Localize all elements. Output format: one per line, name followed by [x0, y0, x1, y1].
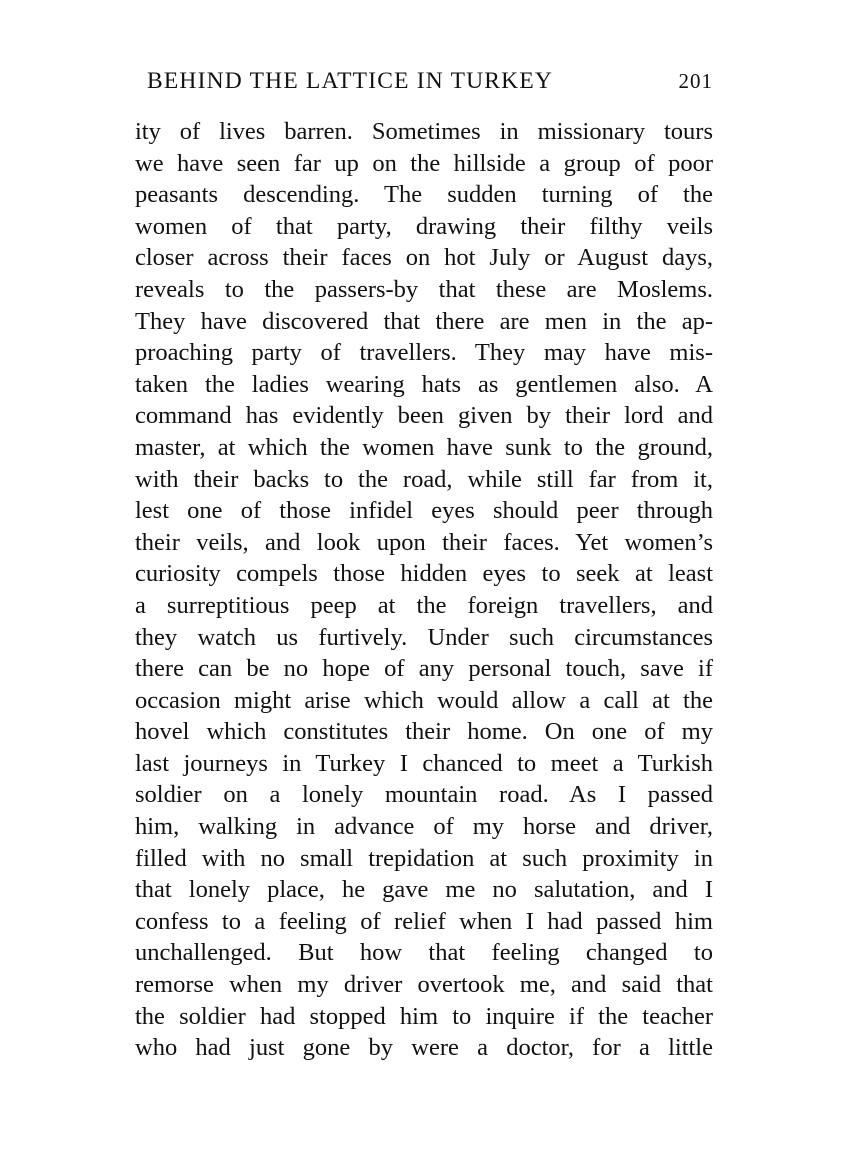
text-line: reveals to the passers-by that these are Moslems. [135, 275, 713, 303]
page-number: 201 [678, 69, 713, 93]
text-line: closer across their faces on hot July or August days, [135, 244, 713, 272]
text-line: the soldier had stopped him to inquire if the teacher [135, 1002, 713, 1030]
text-line: soldier on a lonely mountain road. As I passed [135, 781, 713, 809]
text-line: that lonely place, he gave me no salutation, and I [135, 876, 713, 904]
text-line: women of that party, drawing their filthy veils [135, 212, 713, 240]
text-line: confess to a feeling of relief when I had passed him [135, 907, 713, 935]
text-line: peasants descending. The sudden turning of the [135, 181, 713, 209]
text-line: hovel which constitutes their home. On one of my [135, 718, 713, 746]
text-line: there can be no hope of any personal touch, save if [135, 655, 713, 683]
text-line: him, walking in advance of my horse and driver, [135, 813, 713, 841]
text-line: filled with no small trepidation at such proximity in [135, 844, 713, 872]
text-line: remorse when my driver overtook me, and said that [135, 971, 713, 999]
text-line: proaching party of travellers. They may have mis- [135, 339, 713, 367]
text-line: who had just gone by were a doctor, for a little [135, 1034, 713, 1062]
text-line: occasion might arise which would allow a call at the [135, 686, 713, 714]
text-line: They have discovered that there are men in the ap- [135, 307, 713, 335]
running-head [135, 64, 713, 98]
text-line: ity of lives barren. Sometimes in missionary tours [135, 118, 713, 145]
text-line: unchallenged. But how that feeling changed to [135, 939, 713, 967]
text-line: we have seen far up on the hillside a group of poor [135, 149, 713, 177]
text-line: command has evidently been given by their lord and [135, 402, 713, 430]
text-line: with their backs to the road, while still far from it, [135, 465, 713, 493]
body-text [135, 116, 713, 1064]
running-title: BEHIND THE LATTICE IN TURKEY [147, 68, 554, 94]
text-line: last journeys in Turkey I chanced to meet a Turkish [135, 749, 713, 777]
text-line: lest one of those infidel eyes should peer through [135, 497, 713, 525]
text-line: master, at which the women have sunk to the ground, [135, 433, 713, 461]
text-line: a surreptitious peep at the foreign travellers, and [135, 591, 713, 619]
text-line: they watch us furtively. Under such circumstances [135, 623, 713, 651]
text-line: taken the ladies wearing hats as gentlemen also. A [135, 370, 713, 398]
text-line: curiosity compels those hidden eyes to seek at least [135, 560, 713, 588]
text-line: their veils, and look upon their faces. Yet women’s [135, 528, 713, 556]
